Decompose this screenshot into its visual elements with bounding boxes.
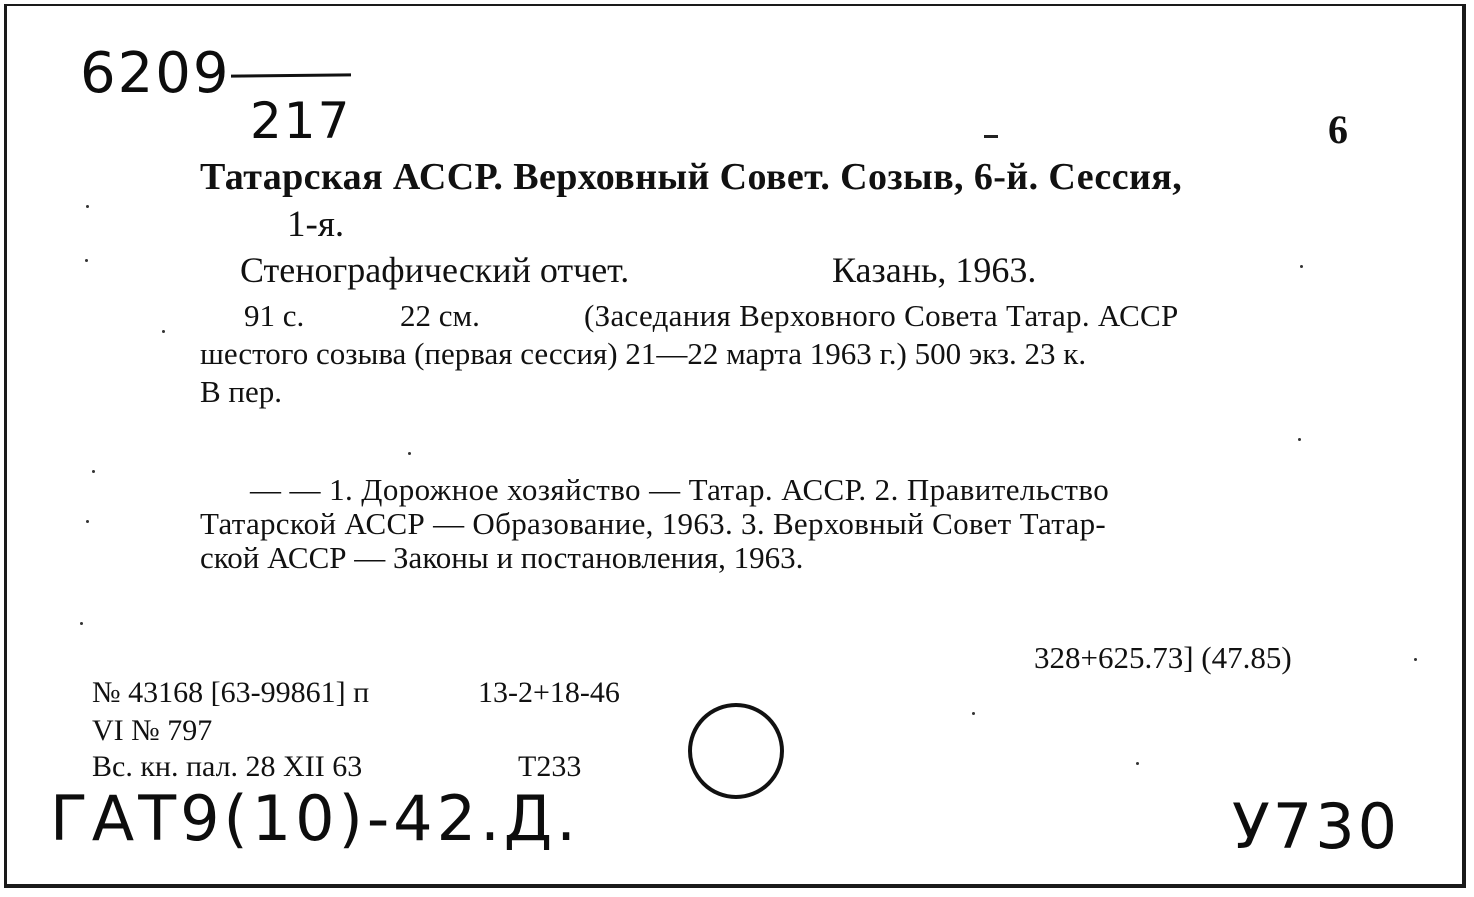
subjects-line-2: Татарской АССР — Образование, 1963. 3. Верховный Совет Татар- — [200, 506, 1107, 541]
card-number: 6 — [1328, 107, 1348, 152]
handwritten-denominator: 217 — [250, 92, 352, 150]
scan-speck — [1136, 762, 1139, 765]
scan-speck — [80, 622, 83, 625]
place-year-text: Казань, 1963. — [832, 250, 1037, 290]
heading-line-2: 1-я. — [287, 204, 345, 245]
handwritten-inventory-code: У730 — [1232, 790, 1401, 863]
handwritten-numerator: 6209 — [80, 41, 231, 106]
scan-speck — [1298, 438, 1301, 441]
scan-speck — [1300, 265, 1303, 268]
scan-speck — [92, 470, 95, 473]
heading-line-1 — [200, 158, 1182, 196]
registry-chamber-code: Т233 — [518, 750, 582, 783]
subjects-line-1: — — 1. Дорожное хозяйство — Татар. АССР. 2. Правительство — [250, 472, 1110, 507]
classification-index: 328+625.73] (47.85) — [1034, 640, 1292, 675]
scan-speck — [162, 330, 165, 333]
pages-text: 91 с. — [244, 298, 305, 333]
series-note-line-1: (Заседания Верховного Совета Татар. АССР — [584, 298, 1179, 333]
scan-speck — [972, 712, 975, 715]
scan-speck — [85, 259, 88, 262]
small-dash-mark — [984, 135, 998, 138]
punch-hole-circle — [688, 703, 784, 799]
registry-line-2: VI № 797 — [92, 714, 213, 747]
heading-text: Татарская АССР. Верховный Совет. Созыв, 6-й. Сессия, — [200, 156, 1183, 198]
series-note-line-3: В пер. — [200, 374, 283, 409]
series-note-line-2: шестого созыва (первая сессия) 21—22 марта 1963 г.) 500 экз. 23 к. — [200, 336, 1087, 371]
registry-code: 13-2+18-46 — [478, 676, 620, 709]
title-text: Стенографический отчет. — [240, 250, 630, 290]
scan-speck — [86, 205, 89, 208]
scan-speck — [1414, 658, 1417, 661]
registry-chamber-text: Вс. кн. пал. 28 XII 63 — [92, 750, 363, 783]
size-text: 22 см. — [400, 298, 480, 333]
registry-number: № 43168 [63-99861] п — [92, 676, 370, 709]
handwritten-shelf-code: ГАТ9(10)-42.Д. — [50, 782, 580, 855]
scan-speck — [408, 452, 411, 455]
subjects-line-3: ской АССР — Законы и постановления, 1963. — [200, 540, 804, 575]
scan-speck — [86, 520, 89, 523]
